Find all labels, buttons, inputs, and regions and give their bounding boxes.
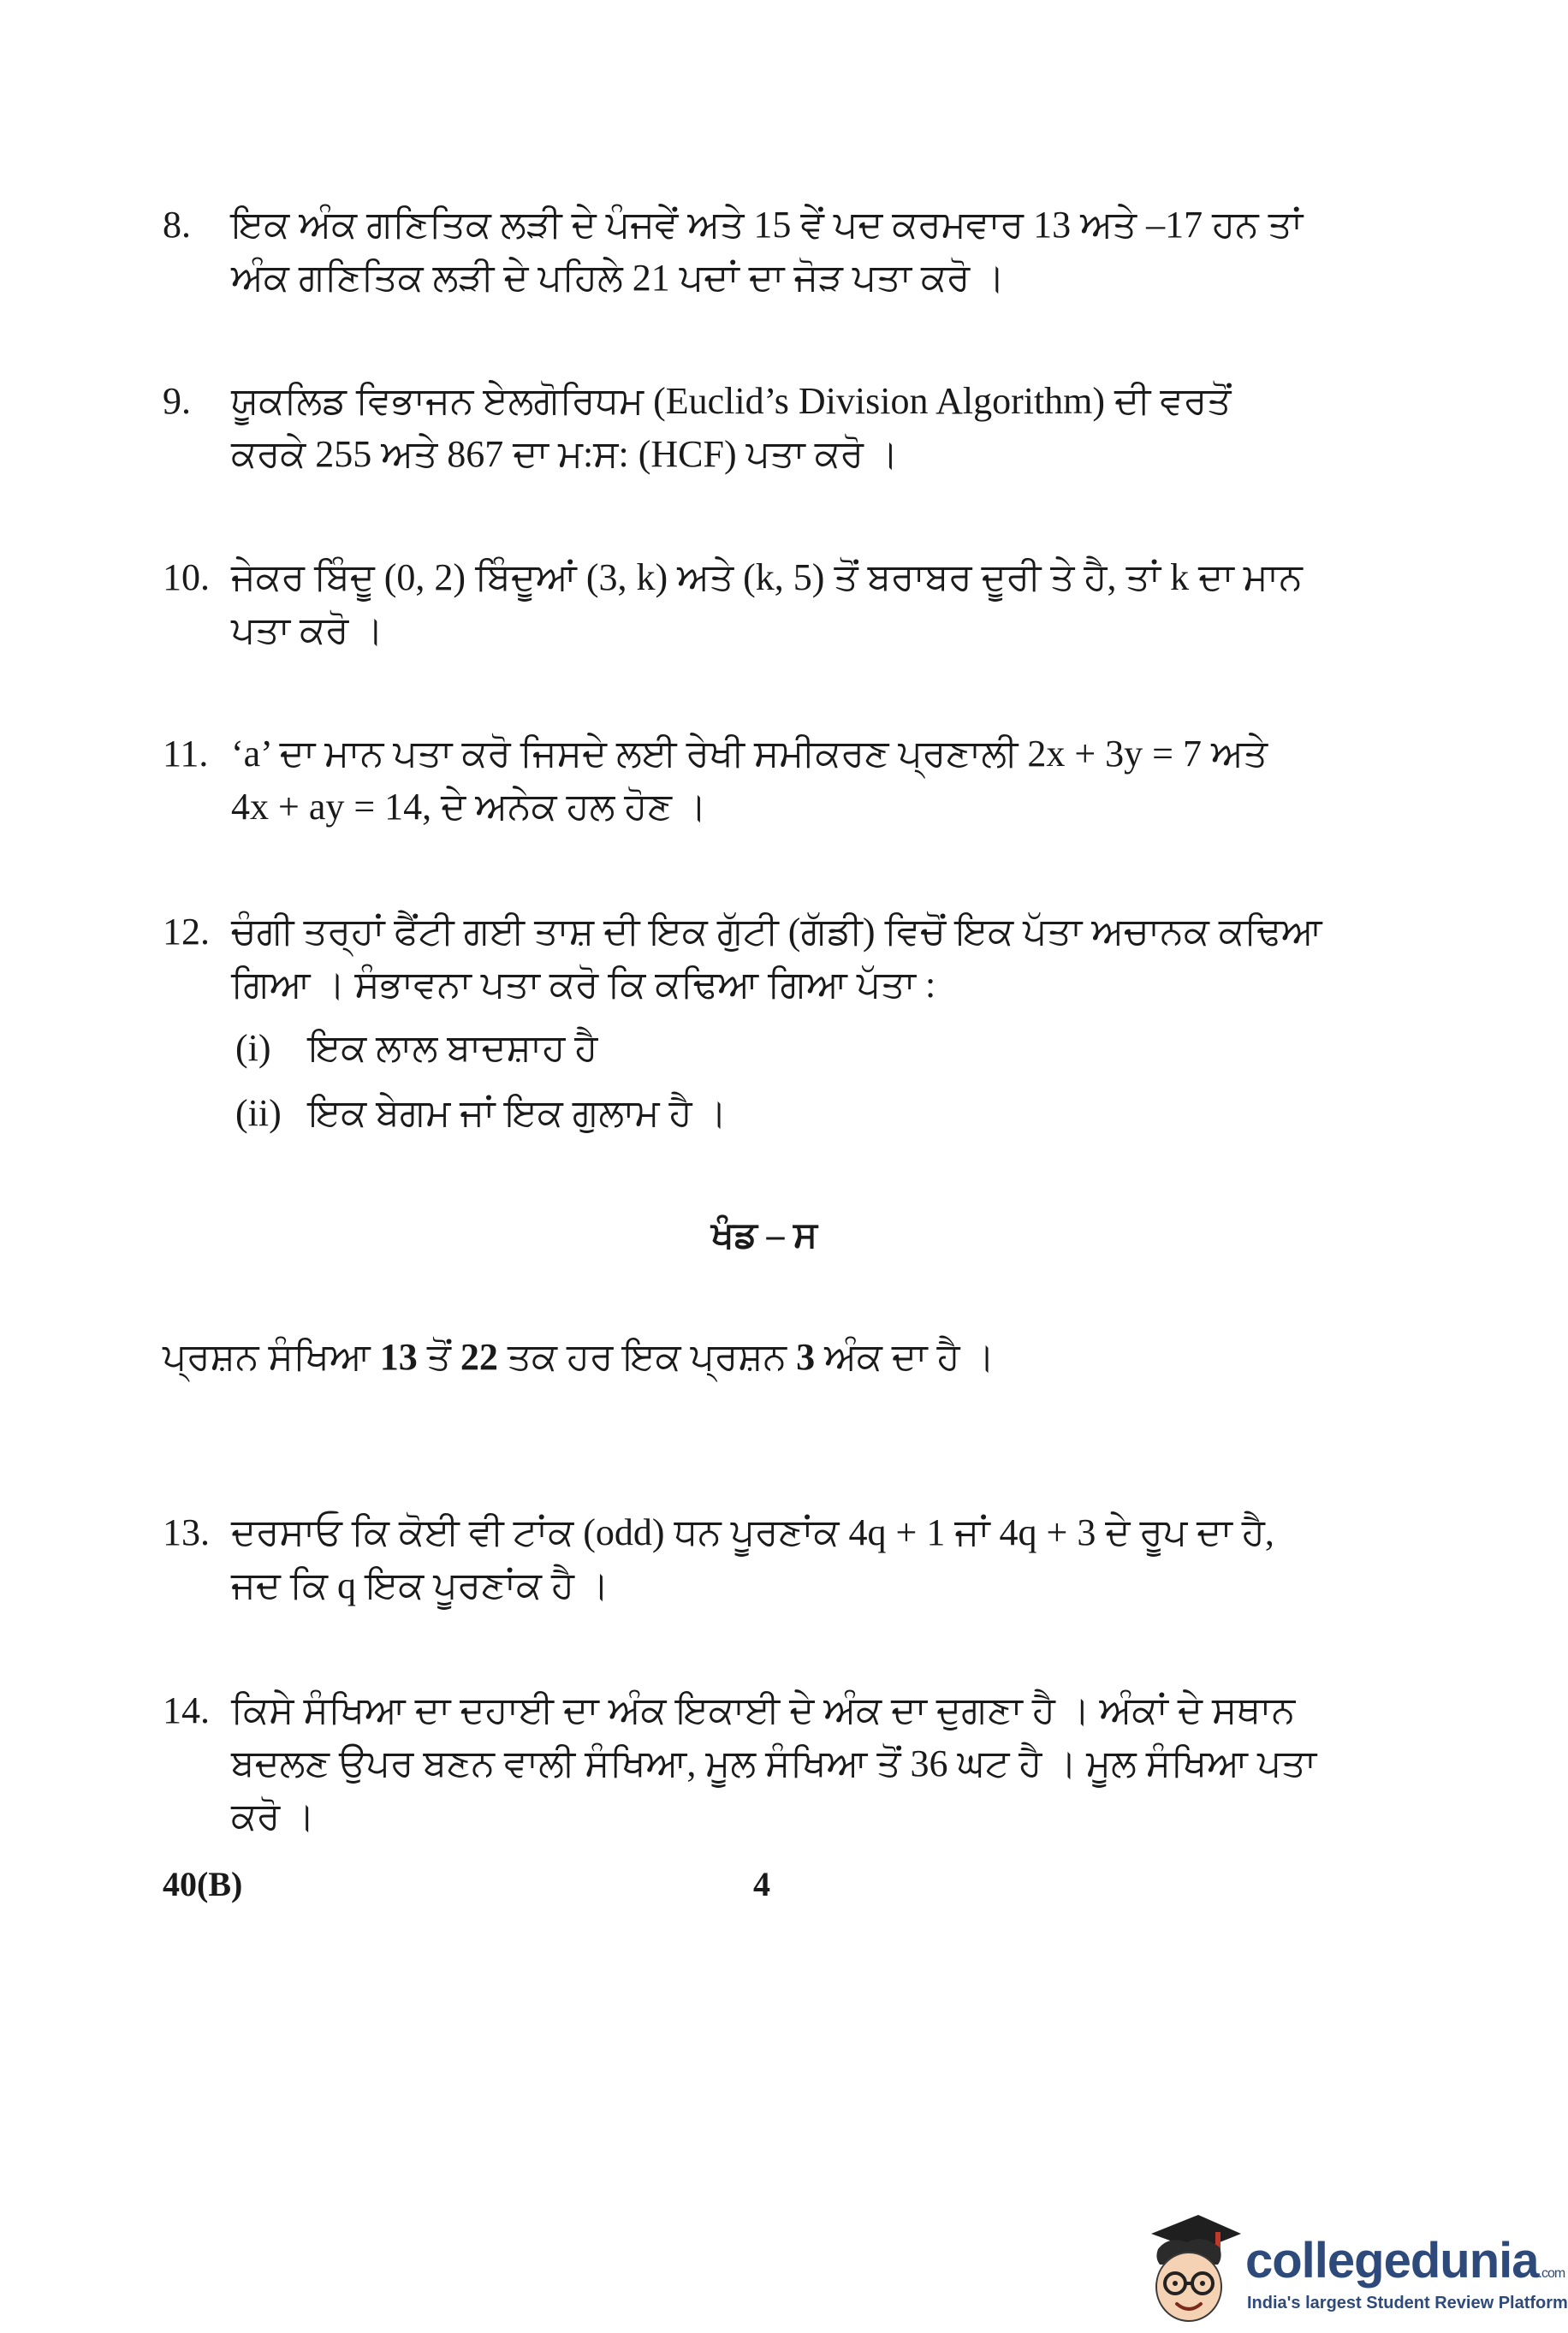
question-12-part-i bbox=[235, 1022, 597, 1075]
question-line: ਜਦ ਕਿ q ਇਕ ਪੂਰਣਾਂਕ ਹੈ । bbox=[231, 1564, 609, 1606]
question-number: 10. bbox=[163, 556, 210, 598]
question-9 bbox=[163, 375, 1301, 481]
section-instruction bbox=[163, 1335, 995, 1379]
page-number: 4 bbox=[753, 1865, 770, 1903]
question-line: ਚੰਗੀ ਤਰ੍ਹਾਂ ਫੈਂਟੀ ਗਈ ਤਾਸ਼ ਦੀ ਇਕ ਗੁੱਟੀ (ਗੱਡੀ) ਵਿਚੋਂ ਇਕ ਪੱਤਾ ਅਚਾਨਕ ਕਢਿਆ bbox=[231, 911, 1322, 953]
instruction-marks: 3 bbox=[796, 1336, 816, 1378]
question-text bbox=[231, 1684, 1317, 1843]
instruction-to: 22 bbox=[460, 1336, 498, 1378]
question-text bbox=[231, 1506, 1301, 1612]
question-text bbox=[231, 375, 1301, 481]
subpart-label: (ii) bbox=[235, 1092, 282, 1134]
student-mascot-icon bbox=[1134, 2208, 1245, 2333]
question-text bbox=[231, 199, 1304, 305]
question-line: ਅੰਕ ਗਣਿਤਿਕ ਲੜੀ ਦੇ ਪਹਿਲੇ 21 ਪਦਾਂ ਦਾ ਜੋੜ ਪਤਾ ਕਰੋ । bbox=[231, 257, 1005, 299]
question-10 bbox=[163, 551, 1301, 657]
question-line: ਗਿਆ । ਸੰਭਾਵਨਾ ਪਤਾ ਕਰੋ ਕਿ ਕਢਿਆ ਗਿਆ ਪੱਤਾ : bbox=[231, 964, 936, 1006]
question-line: ਪਤਾ ਕਰੋ । bbox=[231, 609, 384, 651]
question-14 bbox=[163, 1684, 1317, 1843]
instruction-text: ਤੋਂ bbox=[417, 1336, 460, 1378]
brand-name-text: collegedunia bbox=[1245, 2233, 1539, 2288]
paper-code: 40(B) bbox=[163, 1865, 243, 1903]
question-number: 12. bbox=[163, 911, 210, 953]
question-11 bbox=[163, 727, 1301, 834]
instruction-from: 13 bbox=[379, 1336, 418, 1378]
brand-tagline: India's largest Student Review Platform bbox=[1247, 2294, 1568, 2312]
question-text bbox=[231, 905, 1322, 1012]
question-line: ਕਰਕੇ 255 ਅਤੇ 867 ਦਾ ਮ:ਸ: (HCF) ਪਤਾ ਕਰੋ । bbox=[231, 433, 899, 475]
question-12 bbox=[163, 905, 1322, 1012]
question-line: 4x + ay = 14, ਦੇ ਅਨੇਕ ਹਲ ਹੋਣ । bbox=[231, 786, 707, 828]
question-number: 11. bbox=[163, 733, 209, 775]
brand-domain: .com bbox=[1538, 2266, 1565, 2281]
question-12-part-ii bbox=[235, 1087, 727, 1140]
subpart-text: ਇਕ ਬੇਗਮ ਜਾਂ ਇਕ ਗੁਲਾਮ ਹੈ । bbox=[308, 1092, 728, 1134]
question-number: 8. bbox=[163, 204, 191, 246]
subpart-label: (i) bbox=[235, 1027, 271, 1069]
collegedunia-watermark bbox=[1134, 2208, 1568, 2333]
question-line: ‘a’ ਦਾ ਮਾਨ ਪਤਾ ਕਰੋ ਜਿਸਦੇ ਲਈ ਰੇਖੀ ਸਮੀਕਰਣ ਪ੍ਰਣਾਲੀ 2x + 3y = 7 ਅਤੇ bbox=[231, 733, 1268, 775]
question-8 bbox=[163, 199, 1304, 305]
question-number: 13. bbox=[163, 1511, 210, 1553]
question-line: ਯੂਕਲਿਡ ਵਿਭਾਜਨ ਏਲਗੋਰਿਧਮ (Euclid’s Division Algorithm) ਦੀ ਵਰਤੋਂ bbox=[231, 380, 1232, 422]
instruction-text: ਤਕ ਹਰ ਇਕ ਪ੍ਰਸ਼ਨ bbox=[497, 1336, 797, 1378]
question-line: ਦਰਸਾਓ ਕਿ ਕੋਈ ਵੀ ਟਾਂਕ (odd) ਧਨ ਪੂਰਣਾਂਕ 4q + 1 ਜਾਂ 4q + 3 ਦੇ ਰੂਪ ਦਾ ਹੈ, bbox=[231, 1511, 1274, 1553]
question-line: ਕਰੋ । bbox=[231, 1796, 315, 1837]
instruction-text: ਪ੍ਰਸ਼ਨ ਸੰਖਿਆ bbox=[163, 1336, 380, 1378]
question-line: ਬਦਲਣ ਉਪਰ ਬਣਨ ਵਾਲੀ ਸੰਖਿਆ, ਮੂਲ ਸੰਖਿਆ ਤੋਂ 36 ਘਟ ਹੈ । ਮੂਲ ਸੰਖਿਆ ਪਤਾ bbox=[231, 1742, 1317, 1784]
question-line: ਕਿਸੇ ਸੰਖਿਆ ਦਾ ਦਹਾਈ ਦਾ ਅੰਕ ਇਕਾਈ ਦੇ ਅੰਕ ਦਾ ਦੁਗਣਾ ਹੈ । ਅੰਕਾਂ ਦੇ ਸਥਾਨ bbox=[231, 1689, 1296, 1731]
question-line: ਜੇਕਰ ਬਿੰਦੂ (0, 2) ਬਿੰਦੂਆਂ (3, k) ਅਤੇ (k, 5) ਤੋਂ ਬਰਾਬਰ ਦੂਰੀ ਤੇ ਹੈ, ਤਾਂ k ਦਾ ਮਾਨ bbox=[231, 556, 1303, 598]
question-text bbox=[231, 551, 1301, 657]
question-13 bbox=[163, 1506, 1301, 1612]
brand-name bbox=[1245, 2232, 1565, 2289]
question-number: 9. bbox=[163, 380, 191, 422]
question-line: ਇਕ ਅੰਕ ਗਣਿਤਿਕ ਲੜੀ ਦੇ ਪੰਜਵੇਂ ਅਤੇ 15 ਵੇਂ ਪਦ ਕਰਮਵਾਰ 13 ਅਤੇ –17 ਹਨ ਤਾਂ bbox=[231, 204, 1304, 246]
subpart-text: ਇਕ ਲਾਲ ਬਾਦਸ਼ਾਹ ਹੈ bbox=[308, 1027, 598, 1069]
question-number: 14. bbox=[163, 1689, 210, 1731]
section-title: ਖੰਡ – ਸ bbox=[711, 1216, 817, 1256]
instruction-text: ਅੰਕ ਦਾ ਹੈ । bbox=[815, 1336, 995, 1378]
question-text bbox=[231, 727, 1301, 834]
